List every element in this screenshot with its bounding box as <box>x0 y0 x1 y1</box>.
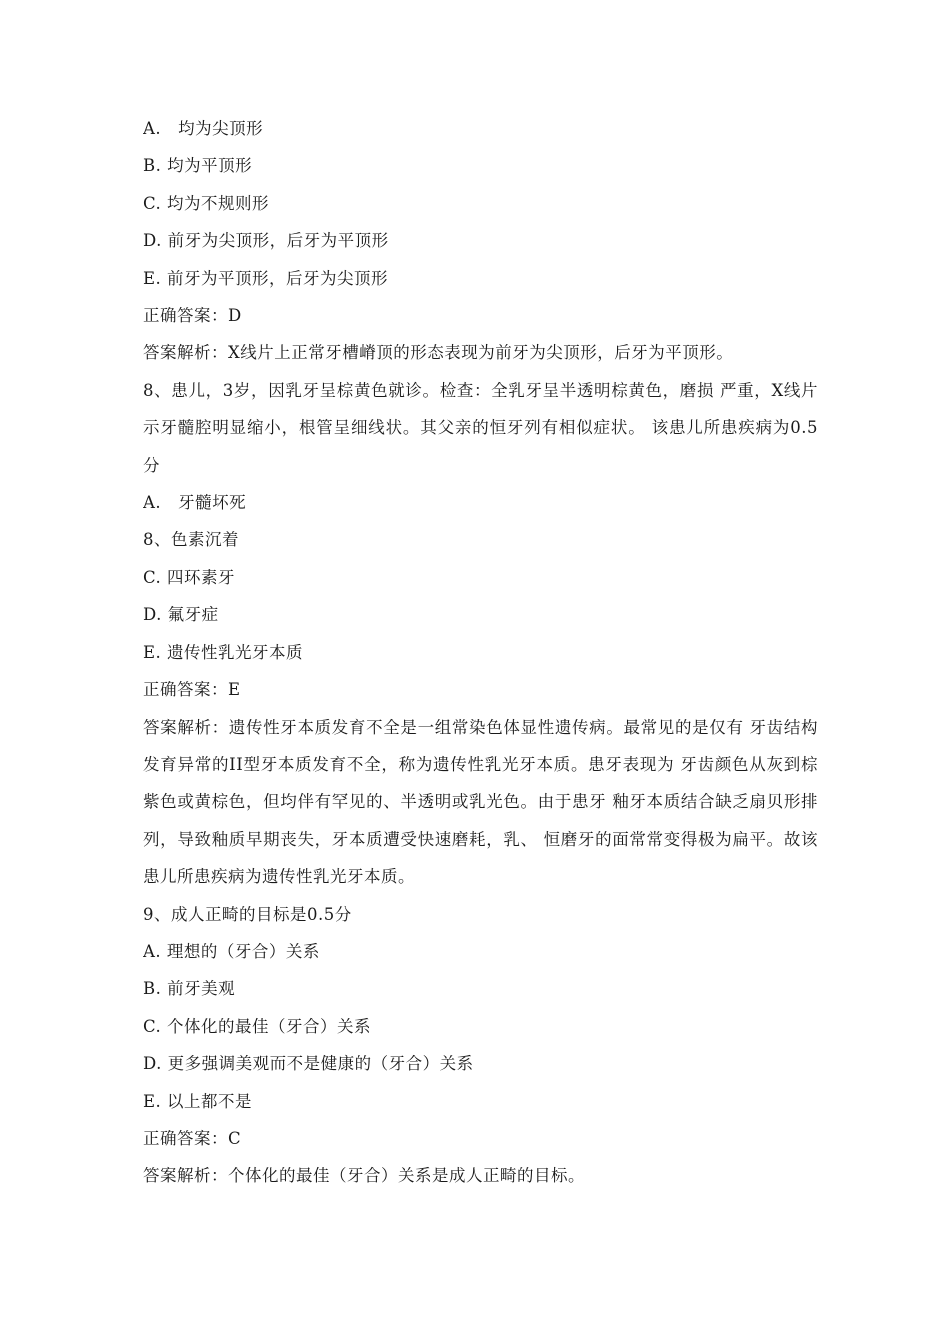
question-8-option-e: E. 遗传性乳光牙本质 <box>143 642 304 662</box>
document-body <box>143 110 818 1195</box>
question-8-correct-answer: 正确答案：E <box>143 680 241 700</box>
correct-answer: 正确答案：D <box>143 306 242 326</box>
question-9-correct-answer: 正确答案：C <box>143 1128 242 1148</box>
answer-explanation: 答案解析：X线片上正常牙槽嵴顶的形态表现为前牙为尖顶形，后牙为平顶形。 <box>143 343 734 363</box>
option-b: B. 均为平顶形 <box>143 156 253 176</box>
question-9-explanation: 答案解析：个体化的最佳（牙合）关系是成人正畸的目标。 <box>143 1166 585 1186</box>
question-9-option-e: E. 以上都不是 <box>143 1091 253 1111</box>
question-8: 8、患儿，3岁，因乳牙呈棕黄色就诊。检查：全乳牙呈半透明棕黄色，磨损 严重，X线片示牙髓腔明显缩小，根管呈细线状。其父亲的恒牙列有相似症状。 该患儿所患疾病为0.5分 <box>143 380 818 475</box>
option-a: A. 均为尖顶形 <box>143 119 264 138</box>
option-c: C. 均为不规则形 <box>143 193 270 213</box>
question-9-option-a: A. 理想的（牙合）关系 <box>143 941 320 961</box>
question-9: 9、成人正畸的目标是0.5分 <box>143 904 352 924</box>
option-e: E. 前牙为平顶形，后牙为尖顶形 <box>143 268 389 288</box>
question-9-option-c: C. 个体化的最佳（牙合）关系 <box>143 1016 372 1036</box>
question-8-option-a: A. 牙髓坏死 <box>143 493 247 513</box>
question-8-option-c: C. 四环素牙 <box>143 567 236 587</box>
question-9-option-d: D. 更多强调美观而不是健康的（牙合）关系 <box>143 1054 474 1074</box>
question-8-option-d: D. 氟牙症 <box>143 605 219 625</box>
option-d: D. 前牙为尖顶形，后牙为平顶形 <box>143 231 389 251</box>
question-8-option-b: 8、色素沉着 <box>143 530 239 550</box>
question-8-explanation: 答案解析：遗传性牙本质发育不全是一组常染色体显性遗传病。最常见的是仅有 牙齿结构发育异常的II型牙本质发育不全，称为遗传性乳光牙本质。患牙表现为 牙齿颜色从灰到棕紫色或黄棕色，但均伴有罕见的、半透明或乳光色。由于患牙 釉牙本质结合缺乏扇贝形排列，导致釉质早期丧失，牙本质遭受快速磨耗，乳、 恒磨牙的面常常变得极为扁平。故该患儿所患疾病为遗传性乳光牙本质。 <box>143 717 818 887</box>
question-9-option-b: B. 前牙美观 <box>143 979 236 999</box>
